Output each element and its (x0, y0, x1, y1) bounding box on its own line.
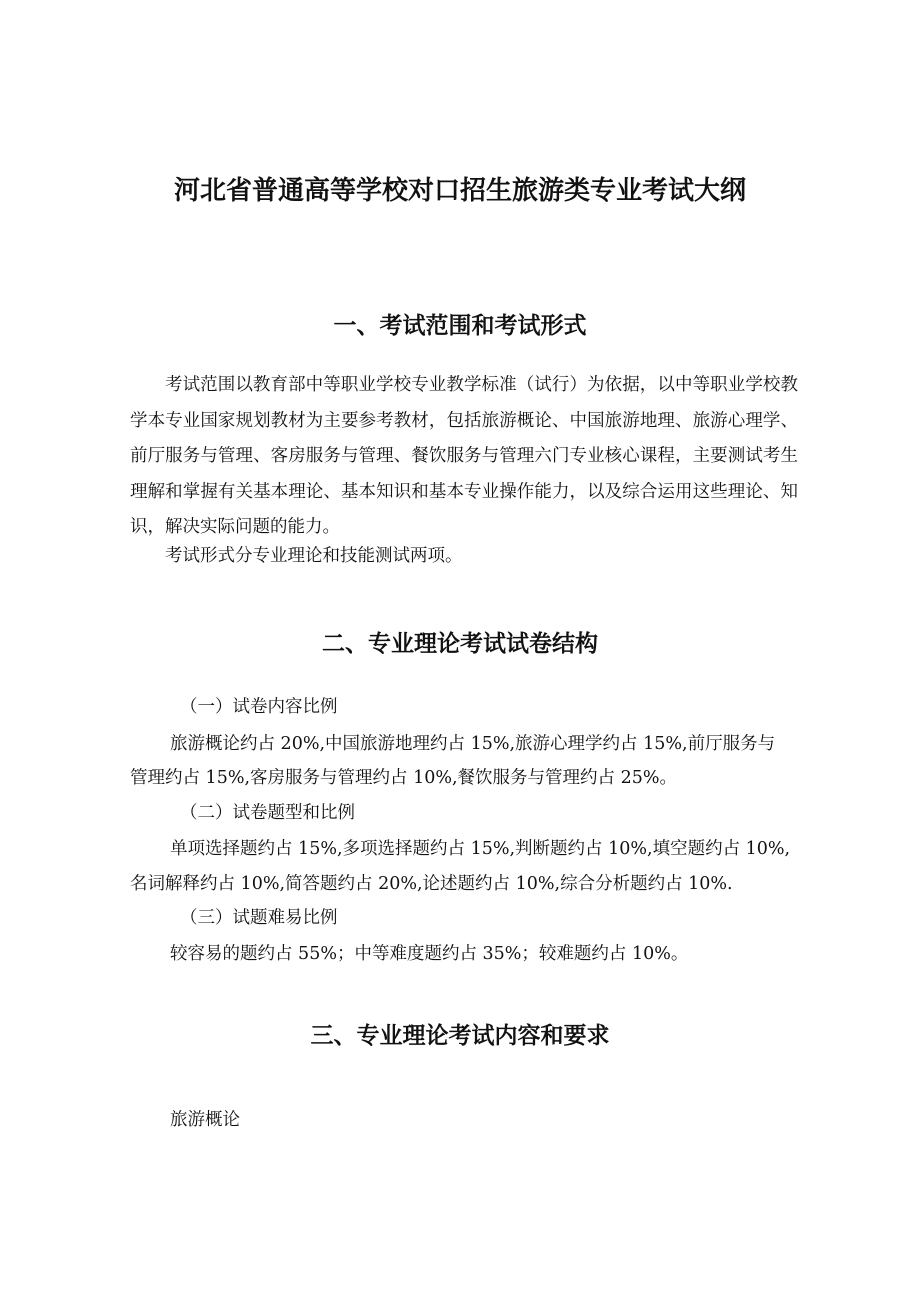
difficulty-line-1: 较容易的题约占 55%；中等难度题约占 35%；较难题约占 10%。 (170, 944, 689, 964)
section-heading-3: 三、专业理论考试内容和要求 (310, 1023, 610, 1049)
content-ratio-line-2: 管理约占 15%,客房服务与管理约占 10%,餐饮服务与管理约占 25%。 (130, 768, 678, 788)
section-1-paragraph-format: 考试形式分专业理论和技能测试两项。 (165, 546, 463, 566)
section-heading-1: 一、考试范围和考试形式 (333, 313, 587, 339)
question-types-line-1: 单项选择题约占 15%,多项选择题约占 15%,判断题约占 10%,填空题约占 10%, (170, 839, 791, 859)
subsection-heading-question-types: （二）试卷题型和比例 (180, 803, 355, 823)
question-types-line-2: 名词解释约占 10%,简答题约占 20%,论述题约占 10%,综合分析题约占 10%. (130, 874, 733, 894)
section-3-subheading: 旅游概论 (170, 1110, 240, 1130)
document-title: 河北省普通高等学校对口招生旅游类专业考试大纲 (173, 176, 746, 206)
subsection-heading-content-ratio: （一）试卷内容比例 (180, 697, 338, 717)
content-ratio-line-1: 旅游概论约占 20%,中国旅游地理约占 15%,旅游心理学约占 15%,前厅服务与 (170, 734, 776, 754)
section-1-paragraph-scope: 考试范围以教育部中等职业学校专业教学标准（试行）为依据，以中等职业学校教学本专业国家规划教材为主要参考教材，包括旅游概论、中国旅游地理、旅游心理学、前厅服务与管理、客房服务与管理、餐饮服务与管理六门专业核心课程，主要测试考生理解和掌握有关基本理论、基本知识和基本专业操作能力，以及综合运用这些理论、知识，解决实际问题的能力。 (130, 375, 798, 537)
subsection-heading-difficulty: （三）试题难易比例 (180, 908, 338, 928)
section-heading-2: 二、专业理论考试试卷结构 (322, 631, 598, 657)
